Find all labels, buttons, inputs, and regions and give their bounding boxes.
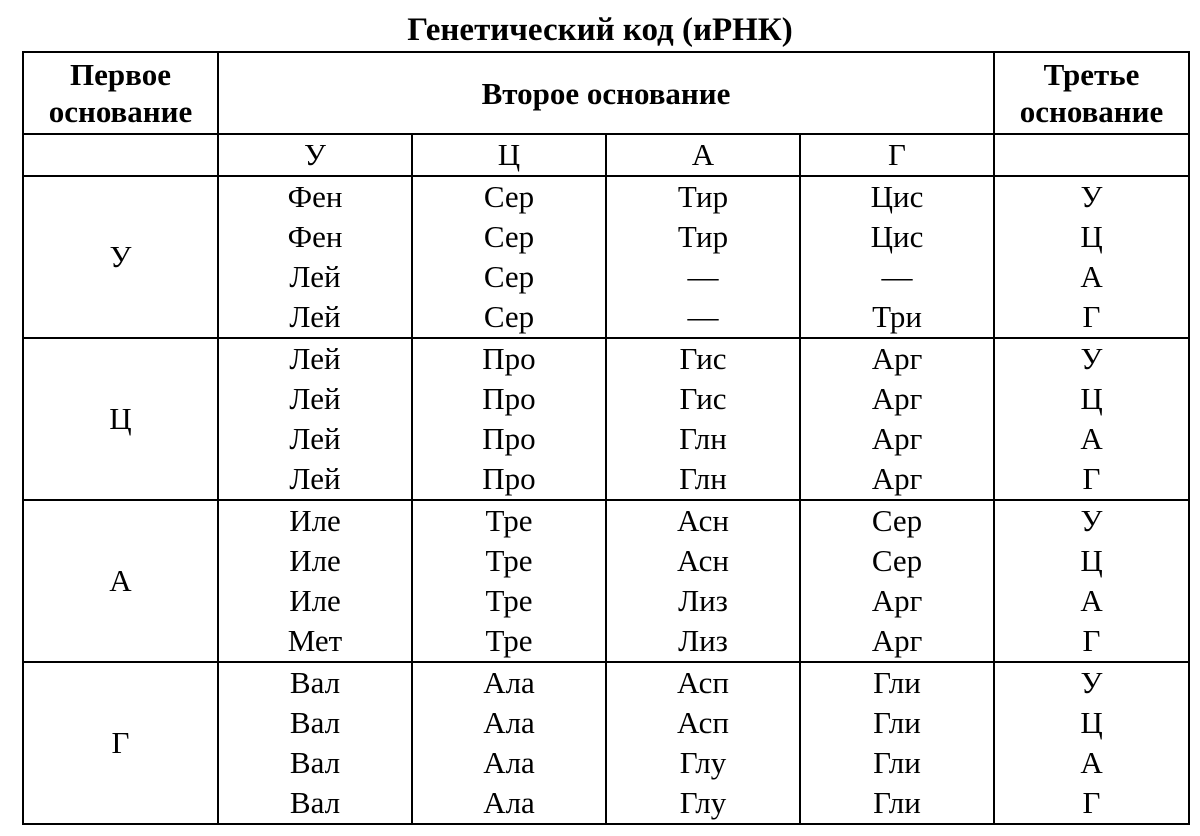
amino-acid: Асн: [677, 543, 729, 578]
amino-acid: Вал: [289, 705, 341, 740]
amino-acid: Про: [482, 421, 536, 456]
amino-acid: Про: [482, 341, 536, 376]
third-base-label: У: [1080, 179, 1103, 214]
first-base-cell: Ц: [23, 338, 218, 500]
header-first-line2: основание: [48, 94, 193, 129]
amino-acid: Вал: [289, 745, 341, 780]
amino-acid: Лей: [289, 259, 341, 294]
amino-acid-cell: [606, 338, 800, 500]
third-base-label: У: [1080, 665, 1103, 700]
first-base-cell: Г: [23, 662, 218, 824]
third-base-cell: [994, 500, 1189, 662]
second-base-row: [23, 134, 1189, 176]
amino-acid-cell: [800, 662, 994, 824]
amino-acid-cell: [412, 662, 606, 824]
genetic-code-table: [22, 51, 1190, 825]
amino-acid: Про: [482, 381, 536, 416]
amino-acid: Сер: [871, 543, 923, 578]
amino-acid-cell: [606, 500, 800, 662]
amino-acid: Тир: [677, 219, 729, 254]
second-base-label: У: [218, 134, 412, 176]
amino-acid-cell: [606, 176, 800, 338]
second-base-label: Ц: [412, 134, 606, 176]
amino-acid: Глн: [679, 421, 727, 456]
amino-acid: Ала: [483, 705, 535, 740]
amino-acid-cell: [412, 176, 606, 338]
amino-acid: Асп: [677, 705, 729, 740]
amino-acid: Сер: [483, 219, 535, 254]
header-first-base: [23, 52, 218, 134]
codon-group-row: [23, 176, 1189, 338]
amino-acid: Асп: [677, 665, 729, 700]
amino-acid: Про: [482, 461, 536, 496]
amino-acid: Сер: [483, 179, 535, 214]
third-base-label: Г: [1082, 461, 1101, 496]
amino-acid: Иле: [289, 543, 341, 578]
amino-acid: Лей: [289, 381, 341, 416]
amino-acid: Лей: [289, 299, 341, 334]
amino-acid: Цис: [870, 219, 924, 254]
codon-group-row: [23, 338, 1189, 500]
second-base-label: А: [606, 134, 800, 176]
amino-acid: Арг: [871, 381, 923, 416]
third-base-label: Ц: [1080, 219, 1103, 254]
amino-acid: Тре: [485, 623, 533, 658]
third-base-label: Ц: [1080, 381, 1103, 416]
amino-acid: Сер: [483, 259, 535, 294]
empty-cell: [23, 134, 218, 176]
first-base-cell: А: [23, 500, 218, 662]
amino-acid: Лиз: [678, 623, 728, 658]
amino-acid: Гис: [679, 341, 727, 376]
amino-acid: Иле: [289, 583, 341, 618]
amino-acid: Глу: [679, 745, 727, 780]
amino-acid-cell: [606, 662, 800, 824]
amino-acid: Арг: [871, 421, 923, 456]
amino-acid: Цис: [870, 179, 924, 214]
amino-acid: Глн: [679, 461, 727, 496]
amino-acid: Сер: [871, 503, 923, 538]
header-row: [23, 52, 1189, 134]
amino-acid: Сер: [483, 299, 535, 334]
amino-acid: Гли: [873, 665, 921, 700]
amino-acid-cell: [218, 500, 412, 662]
amino-acid: Фен: [287, 219, 343, 254]
header-second-base: Второе основание: [218, 52, 994, 134]
amino-acid-cell: [412, 500, 606, 662]
amino-acid: Арг: [871, 341, 923, 376]
empty-cell: [994, 134, 1189, 176]
third-base-label: Ц: [1080, 705, 1103, 740]
third-base-label: А: [1080, 421, 1103, 456]
amino-acid-cell: [800, 500, 994, 662]
amino-acid: Иле: [289, 503, 341, 538]
third-base-label: У: [1080, 341, 1103, 376]
third-base-label: А: [1080, 259, 1103, 294]
amino-acid: Ала: [483, 785, 535, 820]
amino-acid: Асн: [677, 503, 729, 538]
amino-acid: Тре: [485, 583, 533, 618]
third-base-label: А: [1080, 745, 1103, 780]
amino-acid: Гис: [679, 381, 727, 416]
amino-acid-cell: [218, 662, 412, 824]
third-base-label: Ц: [1080, 543, 1103, 578]
amino-acid: Тре: [485, 503, 533, 538]
third-base-label: Г: [1082, 623, 1101, 658]
third-base-label: А: [1080, 583, 1103, 618]
amino-acid: Фен: [287, 179, 343, 214]
amino-acid: Гли: [873, 705, 921, 740]
amino-acid: —: [687, 299, 719, 334]
third-base-cell: [994, 662, 1189, 824]
amino-acid: Гли: [873, 785, 921, 820]
amino-acid: Три: [872, 299, 922, 334]
header-first-line1: Первое: [70, 57, 171, 92]
amino-acid: Гли: [873, 745, 921, 780]
header-third-line2: основание: [1019, 94, 1164, 129]
third-base-cell: [994, 338, 1189, 500]
amino-acid: Тир: [677, 179, 729, 214]
amino-acid: Вал: [289, 785, 341, 820]
amino-acid-cell: [800, 176, 994, 338]
codon-group-row: [23, 662, 1189, 824]
third-base-label: У: [1080, 503, 1103, 538]
amino-acid: Вал: [289, 665, 341, 700]
amino-acid: Арг: [871, 623, 923, 658]
amino-acid: —: [881, 259, 913, 294]
amino-acid: Мет: [287, 623, 343, 658]
amino-acid: Глу: [679, 785, 727, 820]
codon-group-row: [23, 500, 1189, 662]
first-base-cell: У: [23, 176, 218, 338]
amino-acid: —: [687, 259, 719, 294]
amino-acid: Ала: [483, 745, 535, 780]
amino-acid-cell: [412, 338, 606, 500]
amino-acid: Лей: [289, 341, 341, 376]
second-base-label: Г: [800, 134, 994, 176]
amino-acid: Ала: [483, 665, 535, 700]
amino-acid: Арг: [871, 583, 923, 618]
amino-acid: Лей: [289, 461, 341, 496]
third-base-cell: [994, 176, 1189, 338]
amino-acid: Тре: [485, 543, 533, 578]
amino-acid-cell: [800, 338, 994, 500]
amino-acid: Лиз: [678, 583, 728, 618]
header-third-base: [994, 52, 1189, 134]
amino-acid-cell: [218, 338, 412, 500]
amino-acid-cell: [218, 176, 412, 338]
amino-acid: Арг: [871, 461, 923, 496]
third-base-label: Г: [1082, 785, 1101, 820]
amino-acid: Лей: [289, 421, 341, 456]
header-third-line1: Третье: [1043, 57, 1140, 92]
page-title: Генетический код (иРНК): [407, 12, 793, 48]
third-base-label: Г: [1082, 299, 1101, 334]
